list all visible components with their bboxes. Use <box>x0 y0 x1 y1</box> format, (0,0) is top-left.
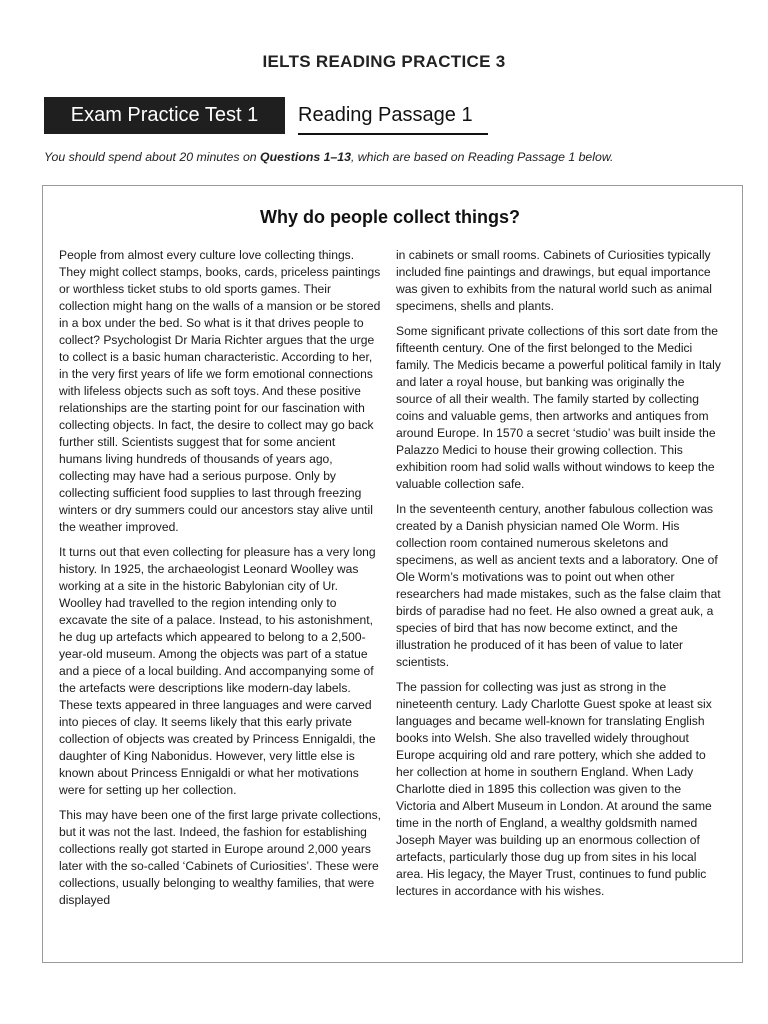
passage-right-column <box>396 247 721 908</box>
instruction-before: You should spend about 20 minutes on <box>44 150 261 164</box>
passage-left-column <box>59 247 381 917</box>
reading-passage-label: Reading Passage 1 <box>298 104 473 126</box>
passage-paragraph: in cabinets or small rooms. Cabinets of Curiosities typically included fine paintings and drawings, but equal importance was given to exhibits from the natural world such as animal specimens, shells and plants. <box>396 248 712 313</box>
exam-practice-label: Exam Practice Test 1 <box>44 97 285 134</box>
passage-title: Why do people collect things? <box>259 207 520 227</box>
page-title: IELTS READING PRACTICE 3 <box>262 52 506 71</box>
passage-label-underline <box>298 133 488 135</box>
passage-paragraph: This may have been one of the first large private collections, but it was not the last. Indeed, the fashion for establishing collections really got started in Europe around 2,000 years later with the so-called ‘Cabinets of Curiosities’. These were collections, usually belonging to wealthy families, that were displayed <box>59 808 381 907</box>
instruction-after: , which are based on Reading Passage 1 below. <box>350 150 614 164</box>
passage-paragraph: In the seventeenth century, another fabulous collection was created by a Danish physician named Ole Worm. His collection room contained numerous skeletons and specimens, as well as ancient texts and a laboratory. One of Ole Worm’s motivations was to point out when other researchers had made mistakes, such as the false claim that birds of paradise had no feet. He also owned a great auk, a species of bird that has now become extinct, and the illustration he produced of it has been of value to later scientists. <box>396 502 721 669</box>
instruction-questions: Questions 1–13 <box>260 150 351 164</box>
passage-paragraph: People from almost every culture love collecting things. They might collect stamps, books, cards, priceless paintings or worthless ticket stubs to old sports games. Their collection might hang on the walls of a mansion or be stored in a box under the bed. So what is it that drives people to collect? Psychologist Dr Maria Richter argues that the urge to collect is a basic human characteristic. According to her, in the very first years of life we form emotional connections with lifeless objects such as soft toys. And these positive relationships are the starting point for our fascination with collecting objects. In fact, the desire to collect may go back further still. Scientists suggest that for some ancient humans living hundreds of thousands of years ago, collecting may have had a serious purpose. Only by collecting sufficient food supplies to last through freezing winters or dry summers could our ancestors stay alive until the weather improved. <box>59 248 381 534</box>
instruction-text <box>44 150 744 164</box>
passage-paragraph: The passion for collecting was just as strong in the nineteenth century. Lady Charlotte Guest spoke at least six languages and became well-known for translating English books into Welsh. She also travelled widely throughout Europe acquiring old and rare pottery, which she added to her collection at home in southern England. When Lady Charlotte died in 1895 this collection was given to the Victoria and Albert Museum in London. At around the same time in the north of England, a wealthy goldsmith named Joseph Mayer was building up an enormous collection of artefacts, particularly those dug up from sites in his local area. His legacy, the Mayer Trust, continues to fund public lectures in accordance with his wishes. <box>396 680 712 898</box>
passage-paragraph: Some significant private collections of this sort date from the fifteenth century. One of the first belonged to the Medici family. The Medicis became a powerful political family in Italy and later a royal house, but banking was originally the source of all their wealth. The family started by collecting coins and valuable gems, then artworks and antiques from around Europe. In 1570 a secret ‘studio’ was built inside the Palazzo Medici to house their growing collection. This exhibition room had solid walls without windows to keep the valuable collection safe. <box>396 324 721 491</box>
passage-paragraph: It turns out that even collecting for pleasure has a very long history. In 1925, the archaeologist Leonard Woolley was working at a site in the historic Babylonian city of Ur. Woolley had travelled to the region intending only to excavate the site of a palace. Instead, to his astonishment, he dug up artefacts which appeared to belong to a 2,500-year-old museum. Among the objects was part of a statue and a piece of a local building. And accompanying some of the artefacts were descriptions like modern-day labels. These texts appeared in three languages and were carved into pieces of clay. It seems likely that this early private collection of objects was created by Princess Ennigaldi, the daughter of King Nabonidus. However, very little else is known about Princess Ennigaldi or what her motivations were for setting up her collection. <box>59 545 376 797</box>
